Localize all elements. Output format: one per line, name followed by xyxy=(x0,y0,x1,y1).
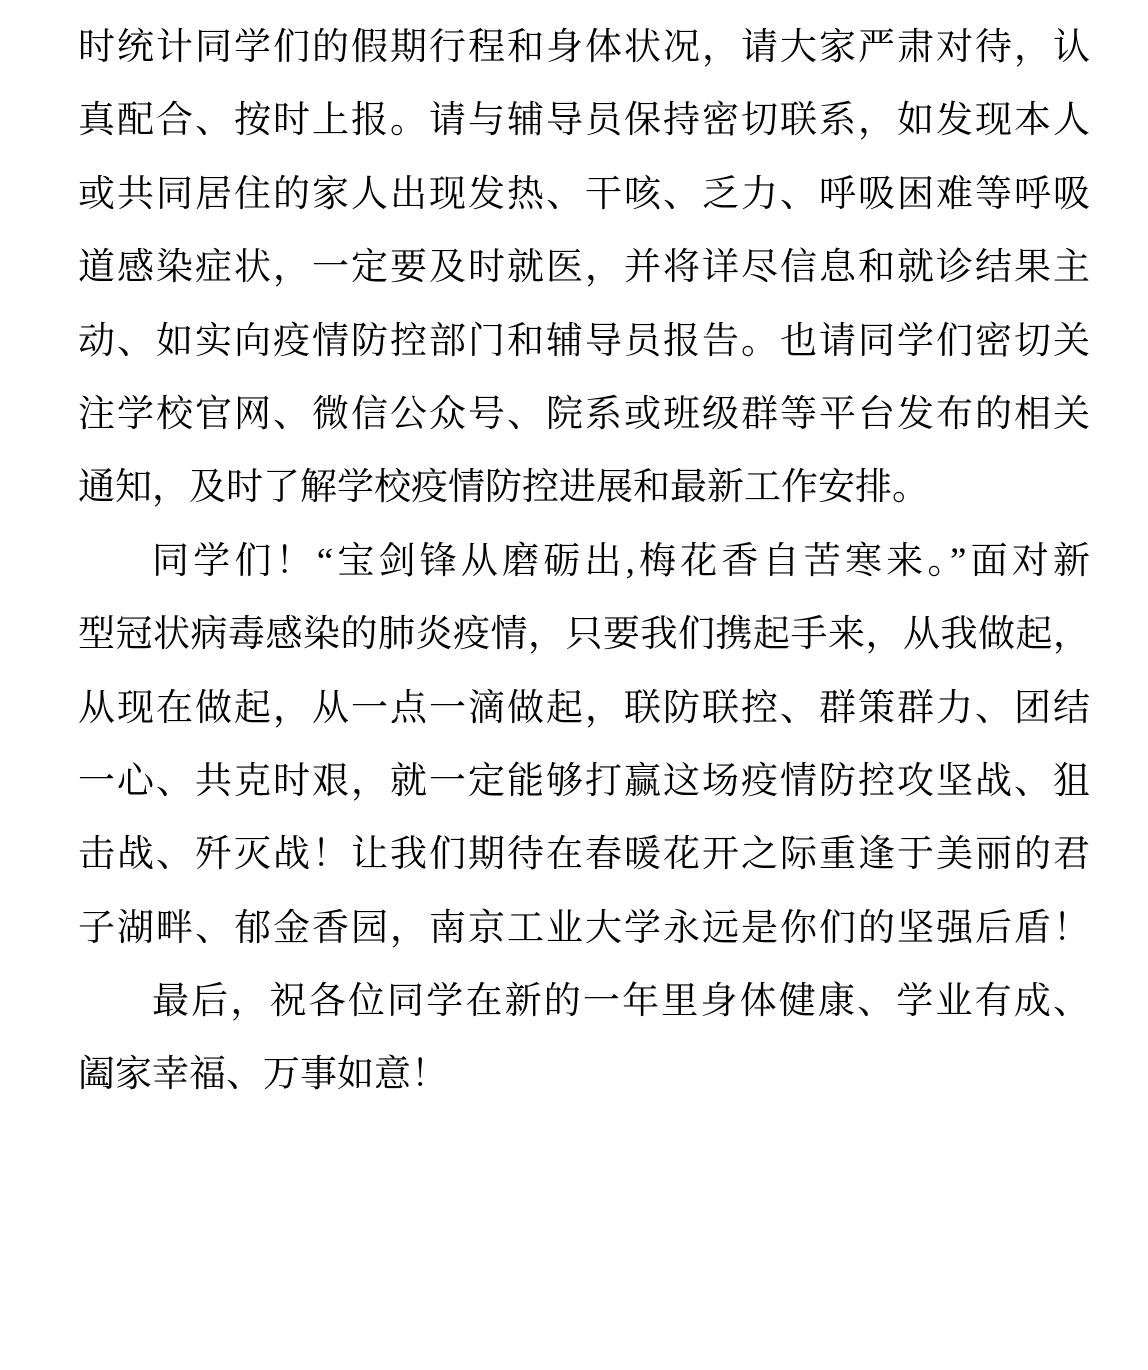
text-line: 真配合、按时上报。请与辅导员保持密切联系，如发现本人 xyxy=(78,100,1090,142)
text-line: 注学校官网、微信公众号、院系或班级群等平台发布的相关 xyxy=(78,393,1090,435)
text-line: 子湖畔、郁金香园，南京工业大学永远是你们的坚强后盾！ xyxy=(78,907,1090,949)
text-line: 同学们！“宝剑锋从磨砺出,梅花香自苦寒来。”面对新 xyxy=(152,540,1090,582)
text-line: 从现在做起，从一点一滴做起，联防联控、群策群力、团结 xyxy=(78,687,1090,729)
text-line: 最后，祝各位同学在新的一年里身体健康、学业有成、 xyxy=(152,981,1090,1023)
text-line: 动、如实向疫情防控部门和辅导员报告。也请同学们密切关 xyxy=(78,320,1090,362)
text-line: 击战、歼灭战！让我们期待在春暖花开之际重逢于美丽的君 xyxy=(78,834,1090,876)
text-line: 或共同居住的家人出现发热、干咳、乏力、呼吸困难等呼吸 xyxy=(78,173,1090,215)
text-line: 道感染症状，一定要及时就医，并将详尽信息和就诊结果主 xyxy=(78,247,1090,289)
text-line: 一心、共克时艰，就一定能够打赢这场疫情防控攻坚战、狙 xyxy=(78,760,1090,802)
document-body xyxy=(78,11,1090,1112)
text-line: 型冠状病毒感染的肺炎疫情，只要我们携起手来，从我做起， xyxy=(78,614,1090,656)
text-line: 阖家幸福、万事如意！ xyxy=(78,1054,448,1096)
text-line: 时统计同学们的假期行程和身体状况，请大家严肃对待，认 xyxy=(78,27,1090,68)
text-line: 通知，及时了解学校疫情防控进展和最新工作安排。 xyxy=(78,467,929,509)
